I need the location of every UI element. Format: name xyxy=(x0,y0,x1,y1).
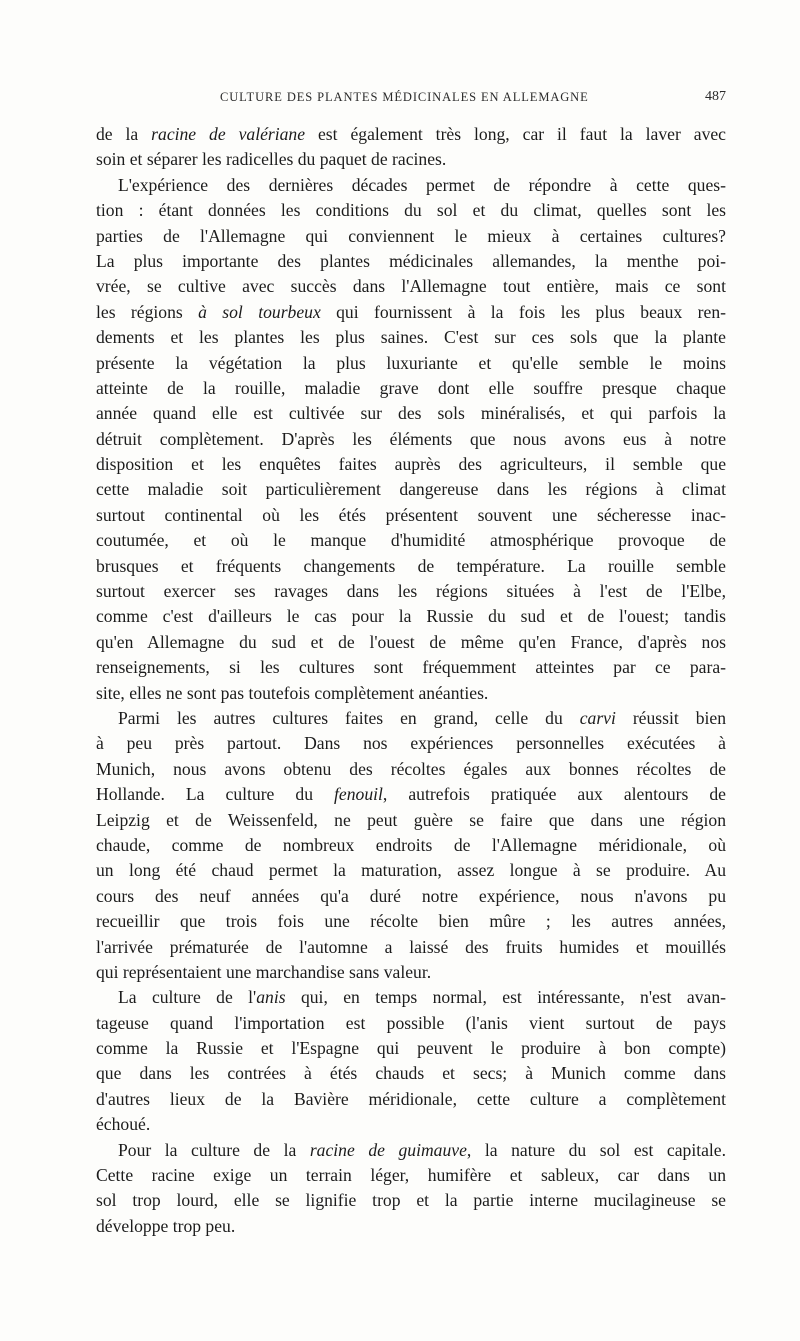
text-line xyxy=(96,147,726,172)
text-run: brusques et fréquents changements de température. La rouille semble xyxy=(96,555,726,576)
text-line xyxy=(96,1163,726,1188)
text-line xyxy=(96,858,726,883)
page-number: 487 xyxy=(705,89,726,104)
text-run: à peu près partout. Dans nos expériences personnelles exécutées à xyxy=(96,733,726,754)
text-run: tion : étant données les conditions du sol et du climat, quelles sont les xyxy=(96,200,726,221)
text-line xyxy=(96,122,726,147)
text-line xyxy=(96,706,726,731)
text-line xyxy=(96,1061,726,1086)
text-line xyxy=(96,351,726,376)
text-line xyxy=(96,173,726,198)
text-run: sol trop lourd, elle se lignifie trop et la partie interne mucilagineuse se xyxy=(96,1190,726,1211)
text-run: L'expérience des dernières décades permet de répondre à cette ques- xyxy=(118,174,726,195)
text-line xyxy=(96,300,726,325)
text-line xyxy=(96,757,726,782)
text-run: La culture de l' xyxy=(118,987,257,1008)
text-run: échoué. xyxy=(96,1114,151,1135)
paragraph-2 xyxy=(96,173,726,706)
italic-term: à sol tourbeux xyxy=(198,301,321,322)
text-run: vrée, se cultive avec succès dans l'Allemagne tout entière, mais ce sont xyxy=(96,276,726,297)
text-line xyxy=(96,985,726,1010)
text-run: Parmi les autres cultures faites en grand, celle du xyxy=(118,707,580,728)
text-run: La plus importante des plantes médicinales allemandes, la menthe poi- xyxy=(96,250,726,271)
text-line xyxy=(96,325,726,350)
text-line xyxy=(96,1087,726,1112)
text-run: cours des neuf années qu'a duré notre expérience, nous n'avons pu xyxy=(96,885,726,906)
running-head xyxy=(96,88,726,110)
text-run: cette maladie soit particulièrement dangereuse dans les régions à climat xyxy=(96,479,726,500)
text-run: les régions xyxy=(96,301,199,322)
italic-term: racine de guimauve xyxy=(309,1139,467,1160)
text-run: comme c'est d'ailleurs le cas pour la Russie du sud et de l'ouest; tandis xyxy=(96,606,726,627)
text-run: renseignements, si les cultures sont fréquemment atteintes par ce para- xyxy=(96,657,726,678)
text-line xyxy=(96,630,726,655)
text-run: Leipzig et de Weissenfeld, ne peut guère se faire que dans une région xyxy=(96,809,726,830)
text-line xyxy=(96,833,726,858)
text-line xyxy=(96,808,726,833)
text-line xyxy=(96,1138,726,1163)
text-run: recueillir que trois fois une récolte bien mûre ; les autres années, xyxy=(96,911,726,932)
text-line xyxy=(96,249,726,274)
text-run: comme la Russie et l'Espagne qui peuvent le produire à bon compte) xyxy=(96,1038,726,1059)
text-line xyxy=(96,681,726,706)
text-line xyxy=(96,935,726,960)
text-run: réussit bien xyxy=(615,707,726,728)
paragraph-3 xyxy=(96,706,726,985)
paragraph-1 xyxy=(96,122,726,173)
book-page xyxy=(96,88,726,1239)
text-run: parties de l'Allemagne qui conviennent le mieux à certaines cultures? xyxy=(96,225,726,246)
text-line xyxy=(96,1036,726,1061)
text-line xyxy=(96,1188,726,1213)
text-run: atteinte de la rouille, maladie grave dont elle souffre presque chaque xyxy=(96,377,726,398)
text-line xyxy=(96,960,726,985)
text-run: tageuse quand l'importation est possible (l'anis vient surtout de pays xyxy=(96,1012,726,1033)
text-line xyxy=(96,198,726,223)
text-line xyxy=(96,401,726,426)
paragraph-5 xyxy=(96,1138,726,1240)
paragraph-4 xyxy=(96,985,726,1137)
text-run: site, elles ne sont pas toutefois complètement anéanties. xyxy=(96,682,489,703)
text-run: est également très long, car il faut la laver avec xyxy=(305,124,726,144)
text-line xyxy=(96,376,726,401)
text-run: l'arrivée prématurée de l'automne a laissé des fruits humides et mouillés xyxy=(96,936,726,957)
text-line xyxy=(96,554,726,579)
text-line xyxy=(96,884,726,909)
text-run: qu'en Allemagne du sud et de l'ouest de même qu'en France, d'après nos xyxy=(96,631,726,652)
text-run: soin et séparer les radicelles du paquet de racines. xyxy=(96,149,447,170)
text-line xyxy=(96,1214,726,1239)
text-line xyxy=(96,604,726,629)
running-head-title: CULTURE DES PLANTES MÉDICINALES EN ALLEMAGNE xyxy=(220,90,589,104)
text-run: présente la végétation la plus luxuriante et qu'elle semble le moins xyxy=(96,352,726,373)
text-run: , la nature du sol est capitale. xyxy=(466,1139,726,1160)
text-run: disposition et les enquêtes faites auprès des agriculteurs, il semble que xyxy=(96,454,726,475)
text-run: Pour la culture de la xyxy=(118,1139,310,1160)
text-line xyxy=(96,579,726,604)
text-line xyxy=(96,452,726,477)
text-line xyxy=(96,528,726,553)
text-line xyxy=(96,655,726,680)
text-run: que dans les contrées à étés chauds et secs; à Munich comme dans xyxy=(96,1063,726,1084)
text-run: coutumée, et où le manque d'humidité atmosphérique provoque de xyxy=(96,530,726,551)
text-line xyxy=(96,274,726,299)
body-text xyxy=(96,122,726,1239)
text-line xyxy=(96,1011,726,1036)
text-run: qui représentaient une marchandise sans valeur. xyxy=(96,961,432,982)
text-run: un long été chaud permet la maturation, assez longue à se produire. Au xyxy=(96,860,726,881)
text-line xyxy=(96,782,726,807)
text-line xyxy=(96,909,726,934)
text-run: année quand elle est cultivée sur des sols minéralisés, et qui parfois la xyxy=(96,403,726,424)
text-line xyxy=(96,224,726,249)
text-line xyxy=(96,477,726,502)
italic-term: carvi xyxy=(579,707,616,728)
text-run: surtout continental où les étés présentent souvent une sécheresse inac- xyxy=(96,504,726,525)
text-run: qui fournissent à la fois les plus beaux ren- xyxy=(320,301,726,322)
text-run: d'autres lieux de la Bavière méridionale, cette culture a complètement xyxy=(96,1088,726,1109)
text-line xyxy=(96,503,726,528)
text-run: dements et les plantes les plus saines. C'est sur ces sols que la plante xyxy=(96,327,726,348)
text-run: détruit complètement. D'après les éléments que nous avons eus à notre xyxy=(96,428,726,449)
text-run: de la xyxy=(96,124,152,144)
text-run: , autrefois pratiquée aux alentours de xyxy=(382,784,726,805)
text-line xyxy=(96,1112,726,1137)
text-run: développe trop peu. xyxy=(96,1215,236,1236)
text-run: Munich, nous avons obtenu des récoltes égales aux bonnes récoltes de xyxy=(96,758,726,779)
text-run: surtout exercer ses ravages dans les régions situées à l'est de l'Elbe, xyxy=(96,581,726,602)
text-run: chaude, comme de nombreux endroits de l'Allemagne méridionale, où xyxy=(96,834,726,855)
italic-term: racine de valériane xyxy=(151,124,306,144)
italic-term: anis xyxy=(256,987,286,1008)
text-line xyxy=(96,731,726,756)
text-run: qui, en temps normal, est intéressante, n'est avan- xyxy=(285,987,726,1008)
text-run: Hollande. La culture du xyxy=(96,784,335,805)
text-run: Cette racine exige un terrain léger, humifère et sableux, car dans un xyxy=(96,1165,726,1186)
text-line xyxy=(96,427,726,452)
italic-term: fenouil xyxy=(334,784,383,805)
